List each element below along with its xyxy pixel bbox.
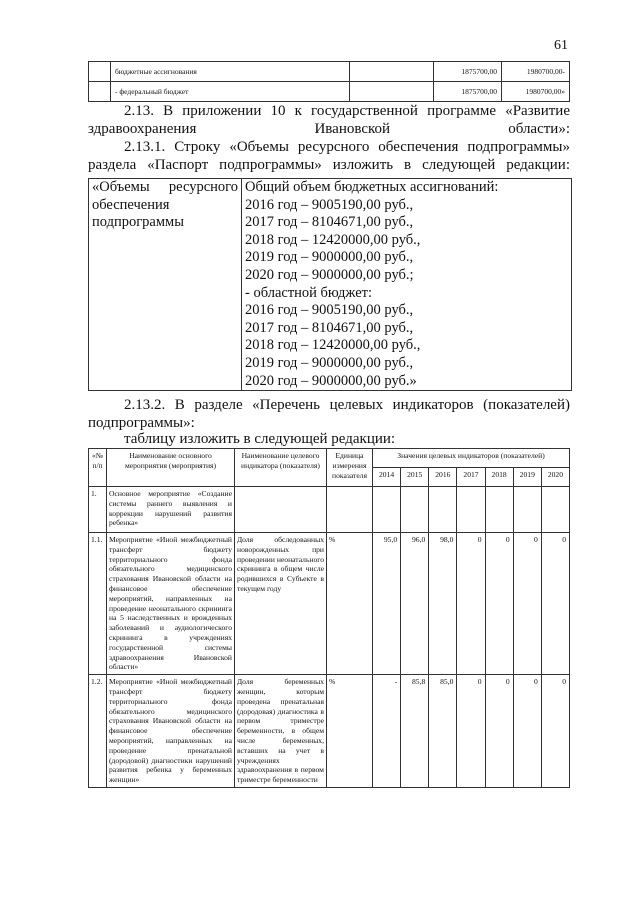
row-activity-name: Мероприятие «Иной межбюджетный трансферт бюджету территориального фонда обязательного медицинского страхования Ивановской области на финансовое обеспечение мероприятий, направленных на проведение неонатального скрининга на 5 наследственных и врожденных заболеваний и аудиологического скрининга в учреждениях государственной системы здравоохранения Ивановской области» xyxy=(107,533,235,675)
passport-value-line: 2018 год – 12420000,00 руб., xyxy=(245,231,421,248)
row-activity-name: Основное мероприятие «Создание системы раннего выявления и коррекции нарушений развития ребенка» xyxy=(107,487,235,533)
row-activity-name: Мероприятие «Иной межбюджетный трансферт бюджету территориального фонда обязательного медицинского страхования Ивановской области на финансовое обеспечение мероприятий, направленных на проведение пренатальной (дородовой) диагностики нарушений развития ребенка у беременных женщин» xyxy=(107,675,235,788)
table-cell: 1875700,00 xyxy=(434,82,502,102)
header-year: 2018 xyxy=(485,468,513,487)
passport-value-line: 2017 год – 8104671,00 руб., xyxy=(245,214,414,231)
table-row xyxy=(89,487,570,533)
table-cell: 1980700,00- xyxy=(502,62,570,82)
page-number: 61 xyxy=(554,38,568,53)
table-row xyxy=(89,533,570,675)
row-value: 0 xyxy=(541,533,569,675)
row-value: 85,0 xyxy=(429,675,457,788)
header-year: 2014 xyxy=(373,468,401,487)
table-cell xyxy=(350,62,434,82)
table-row xyxy=(89,179,572,391)
row-value: 0 xyxy=(485,675,513,788)
passport-value-line: 2019 год – 9000000,00 руб., xyxy=(245,354,414,371)
row-value: 95,0 xyxy=(373,533,401,675)
passport-label-line: «Объемы ресурсного xyxy=(92,179,238,195)
paragraph-2-13-1: 2.13.1. Строку «Объемы ресурсного обеспечения подпрограммы» раздела «Паспорт подпрограммы» изложить в следующей редакции: xyxy=(88,139,570,173)
header-activity-name: Наименование основного мероприятия (мероприятия) xyxy=(107,449,235,487)
passport-label-line: обеспечения xyxy=(92,196,170,213)
indicators-table xyxy=(88,448,570,788)
row-value: 96,0 xyxy=(401,533,429,675)
row-num: 1.2. xyxy=(89,675,107,788)
table-cell: 1875700,00 xyxy=(434,62,502,82)
table-cell: 1980700,00» xyxy=(502,82,570,102)
table-cell: - федеральный бюджет xyxy=(110,82,349,102)
passport-value-line: 2016 год – 9005190,00 руб., xyxy=(245,302,414,319)
passport-value-line: 2020 год – 9000000,00 руб.; xyxy=(245,266,414,283)
header-unit: Единица измерения показателя xyxy=(327,449,373,487)
passport-value-line: 2018 год – 12420000,00 руб., xyxy=(245,337,421,354)
passport-value-cell xyxy=(242,179,572,391)
table-header-row xyxy=(89,449,570,468)
header-year: 2017 xyxy=(457,468,485,487)
row-value xyxy=(457,487,485,533)
row-value xyxy=(541,487,569,533)
header-year: 2016 xyxy=(429,468,457,487)
row-value xyxy=(373,487,401,533)
row-value: 0 xyxy=(541,675,569,788)
row-num: 1. xyxy=(89,487,107,533)
header-indicator-name: Наименование целевого индикатора (показателя) xyxy=(235,449,327,487)
passport-table xyxy=(88,178,572,391)
row-value: - xyxy=(373,675,401,788)
row-unit: % xyxy=(327,675,373,788)
table-cell: бюджетные ассигнования xyxy=(110,62,349,82)
row-value xyxy=(401,487,429,533)
header-year: 2019 xyxy=(513,468,541,487)
header-values: Значения целевых индикаторов (показателей) xyxy=(373,449,570,468)
row-value: 85,8 xyxy=(401,675,429,788)
row-value: 0 xyxy=(457,675,485,788)
row-value xyxy=(429,487,457,533)
row-value: 0 xyxy=(513,533,541,675)
table-row xyxy=(89,62,570,82)
passport-value-line: 2016 год – 9005190,00 руб., xyxy=(245,196,414,213)
passport-label-cell xyxy=(89,179,242,391)
paragraph-2-13-2: 2.13.2. В разделе «Перечень целевых индикаторов (показателей) подпрограммы»: xyxy=(88,397,570,431)
row-value: 0 xyxy=(485,533,513,675)
table-cell xyxy=(350,82,434,102)
row-indicator-name xyxy=(235,487,327,533)
row-value: 0 xyxy=(513,675,541,788)
header-num: «№ п/п xyxy=(89,449,107,487)
passport-value-line: 2020 год – 9000000,00 руб.» xyxy=(245,372,417,389)
passport-label-line: подпрограммы xyxy=(92,214,184,231)
table-cell xyxy=(89,82,111,102)
passport-value-line: Общий объем бюджетных ассигнований: xyxy=(245,179,499,195)
table-row xyxy=(89,675,570,788)
row-unit: % xyxy=(327,533,373,675)
row-value xyxy=(513,487,541,533)
passport-value-line: 2019 год – 9000000,00 руб., xyxy=(245,249,414,266)
paragraph-table-intro: таблицу изложить в следующей редакции: xyxy=(124,431,396,447)
row-indicator-name: Доля обследованных новорожденных при проведении неонатального скрининга в общем числе родившихся в Субъекте в текущем году xyxy=(235,533,327,675)
table-cell xyxy=(89,62,111,82)
row-value: 98,0 xyxy=(429,533,457,675)
budget-continuation-table xyxy=(88,61,570,102)
passport-value-line: 2017 год – 8104671,00 руб., xyxy=(245,319,414,336)
row-num: 1.1. xyxy=(89,533,107,675)
passport-value-line: - областной бюджет: xyxy=(245,284,373,301)
row-value xyxy=(485,487,513,533)
header-year: 2015 xyxy=(401,468,429,487)
row-unit xyxy=(327,487,373,533)
table-row xyxy=(89,82,570,102)
paragraph-2-13: 2.13. В приложении 10 к государственной программе «Развитие здравоохранения Ивановской области»: xyxy=(88,103,570,137)
header-year: 2020 xyxy=(541,468,569,487)
row-indicator-name: Доля беременных женщин, которым проведена пренатальная (дородовая) диагностика в первом триместре беременности, в общем числе беременных, вставших на учет в учреждениях здравоохранения в первом триместре беременности xyxy=(235,675,327,788)
row-value: 0 xyxy=(457,533,485,675)
